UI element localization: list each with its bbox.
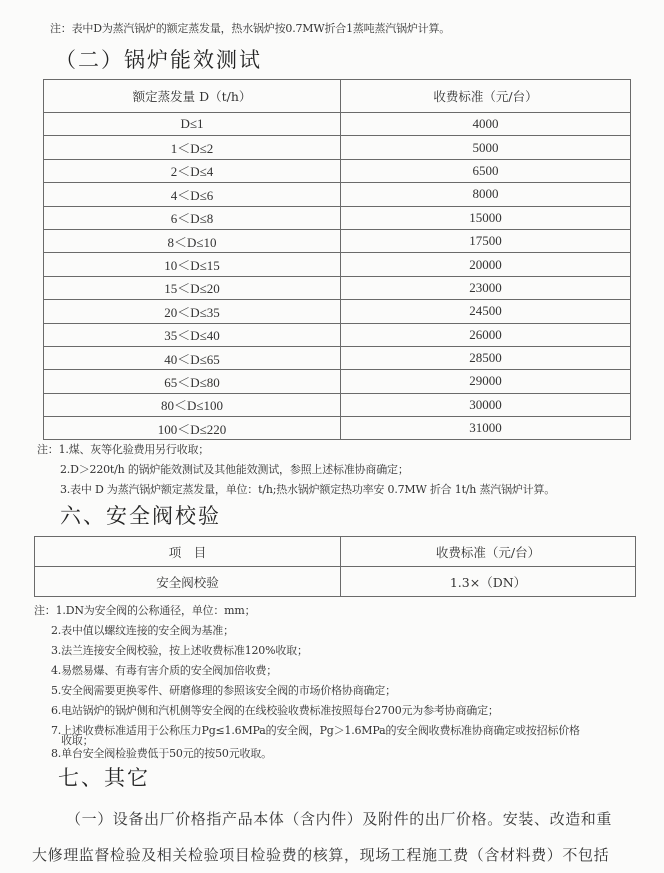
cell-capacity: 10＜D≤15 [44,253,341,276]
efficiency-fee-table [43,79,631,440]
cell-item: 安全阀校验 [35,567,341,597]
header-fee: 收费标准（元/台） [341,80,631,113]
cell-fee: 23000 [341,276,631,299]
cell-fee: 20000 [341,253,631,276]
cell-fee: 31000 [341,417,631,440]
cell-capacity: 80＜D≤100 [44,393,341,416]
cell-fee: 28500 [341,346,631,369]
table-header-row [44,80,631,113]
table-row [44,113,631,136]
note-line: 4.易燃易爆、有毒有害介质的安全阀加倍收费； [51,664,278,677]
cell-capacity: 2＜D≤4 [44,159,341,182]
table-row [44,346,631,369]
top-note: 注：表中D为蒸汽锅炉的额定蒸发量，热水锅炉按0.7MW折合1蒸吨蒸汽锅炉计算。 [50,22,451,35]
paragraph-line: （一）设备出厂价格指产品本体（含内件）及附件的出厂价格。安装、改造和重 [66,810,613,828]
cell-fee: 29000 [341,370,631,393]
note-line: 7.上述收费标准适用于公称压力Pg≤1.6MPa的安全阀，Pg＞1.6MPa的安全阀收费标准协商确定或按招标价格 [51,724,580,737]
cell-fee: 1.3×（DN） [341,567,636,597]
table-row [44,370,631,393]
header-item: 项 目 [35,537,341,567]
section-title-valve: 六、安全阀校验 [60,504,221,528]
section-title-other: 七、其它 [58,766,150,790]
note-line: 8.单台安全阀检验费低于50元的按50元收取。 [51,747,272,760]
cell-capacity: 1＜D≤2 [44,136,341,159]
header-fee: 收费标准（元/台） [341,537,636,567]
cell-fee: 30000 [341,393,631,416]
cell-capacity: 65＜D≤80 [44,370,341,393]
cell-capacity: 15＜D≤20 [44,276,341,299]
table-row [44,276,631,299]
cell-fee: 5000 [341,136,631,159]
table-row [44,136,631,159]
note-line: 注：1.DN为安全阀的公称通径，单位：mm； [34,604,256,617]
cell-capacity: 4＜D≤6 [44,183,341,206]
cell-capacity: 40＜D≤65 [44,346,341,369]
cell-fee: 15000 [341,206,631,229]
cell-capacity: 100＜D≤220 [44,417,341,440]
valve-fee-table [34,536,636,597]
note-line: 5.安全阀需要更换零件、研磨修理的参照该安全阀的市场价格协商确定； [51,684,396,697]
note-line: 3.表中 D 为蒸汽锅炉额定蒸发量，单位：t/h;热水锅炉额定热功率安 0.7MW 折合 1t/h 蒸汽锅炉计算。 [60,483,556,496]
table-row [35,567,636,597]
cell-fee: 6500 [341,159,631,182]
cell-capacity: 20＜D≤35 [44,300,341,323]
cell-fee: 24500 [341,300,631,323]
table-row [44,183,631,206]
note-line: 注：1.煤、灰等化验费用另行收取； [37,443,210,456]
section-title-efficiency: （二）锅炉能效测试 [55,48,262,72]
note-line: 2.表中值以螺纹连接的安全阀为基准； [51,624,234,637]
note-line: 收取； [61,734,94,747]
header-capacity: 额定蒸发量 D（t/h） [44,80,341,113]
table-row [44,393,631,416]
cell-fee: 26000 [341,323,631,346]
cell-fee: 17500 [341,229,631,252]
table-row [44,417,631,440]
note-line: 2.D＞220t/h 的锅炉能效测试及其他能效测试，参照上述标准协商确定； [60,463,409,476]
cell-capacity: 8＜D≤10 [44,229,341,252]
note-line: 3.法兰连接安全阀校验，按上述收费标准120%收取； [51,644,308,657]
note-line: 6.电站锅炉的锅炉侧和汽机侧等安全阀的在线校验收费标准按照每台2700元为参考协商确定； [51,704,499,717]
cell-capacity: 6＜D≤8 [44,206,341,229]
cell-capacity: D≤1 [44,113,341,136]
paragraph-line: 大修理监督检验及相关检验项目检验费的核算，现场工程施工费（含材料费）不包括 [32,846,610,864]
table-header-row [35,537,636,567]
table-row [44,253,631,276]
table-row [44,229,631,252]
table-row [44,206,631,229]
table-row [44,300,631,323]
cell-fee: 4000 [341,113,631,136]
table-row [44,323,631,346]
cell-capacity: 35＜D≤40 [44,323,341,346]
cell-fee: 8000 [341,183,631,206]
table-row [44,159,631,182]
